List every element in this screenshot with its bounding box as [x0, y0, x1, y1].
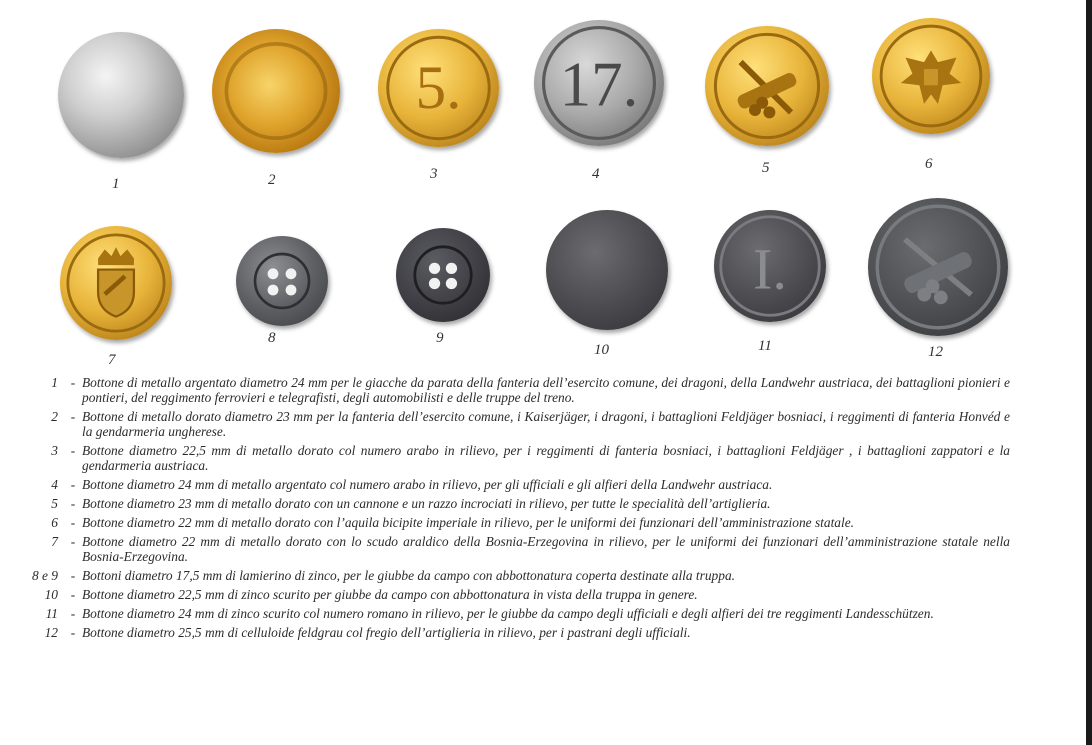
button-1-image: [58, 32, 184, 158]
legend-row: 1 - Bottone di metallo argentato diametro 24 mm per le giacche da parata della fanteria dell’esercito comune, dei dragoni, della Landwehr austriaca, dei battaglioni pionieri e pontieri, del reggimento ferrovieri e telegrafisti, degli automobilisti e delle truppe del treno.: [12, 375, 1010, 405]
label-12: 12: [928, 344, 943, 360]
legend-row: 7 - Bottone diametro 22 mm di metallo dorato con lo scudo araldico della Bosnia-Erzegovina in rilievo, per le uniformi dei funzionari dell’amministrazione statale nella Bosnia-Erzegovina.: [12, 534, 1010, 564]
label-11: 11: [758, 338, 772, 354]
artillery-insignia-icon: [868, 198, 1008, 336]
bosnia-coat-of-arms-icon: [60, 226, 172, 340]
legend-text: Bottone di metallo argentato diametro 24 mm per le giacche da parata della fanteria dell’esercito comune, dei dragoni, della Landwehr austriaca, dei battaglioni pionieri e pontieri, del reggimento ferrovieri e telegrafisti, degli automobilisti e delle truppe del treno.: [82, 375, 1010, 405]
legend-number: 1: [51, 375, 58, 390]
button-6-image: [872, 18, 990, 134]
button-2-image: [212, 29, 340, 153]
label-10: 10: [594, 342, 609, 358]
legend-number: 5: [51, 496, 58, 511]
legend-row: 3 - Bottone diametro 22,5 mm di metallo dorato col numero arabo in rilievo, per i reggimenti di fanteria bosniaci, i battaglioni Feldjäger , i battaglioni zappatori e la gendarmeria austriaca.: [12, 443, 1010, 473]
button-9-image: [396, 228, 490, 322]
label-1: 1: [112, 176, 120, 192]
button-4-image: [534, 20, 664, 146]
legend-number: 3: [51, 443, 58, 458]
legend-text: Bottone diametro 23 mm di metallo dorato con un cannone e un razzo incrociati in rilievo, per tutte le specialità dell’artiglieria.: [82, 496, 771, 511]
legend-number: 12: [44, 625, 58, 640]
legend-text: Bottone diametro 22,5 mm di metallo dorato col numero arabo in rilievo, per i reggimenti di fanteria bosniaci, i battaglioni Feldjäger , i battaglioni zappatori e la gendarmeria austriaca.: [82, 443, 1010, 473]
label-4: 4: [592, 166, 600, 182]
button-5-image: [705, 26, 829, 146]
button-11-image: [714, 210, 826, 322]
legend-number: 6: [51, 515, 58, 530]
legend-row: 10 - Bottone diametro 22,5 mm di zinco scurito per giubbe da campo con abbottonatura in vista della truppa in genere.: [12, 587, 1010, 602]
legend-number: 10: [44, 587, 58, 602]
crossed-cannon-rocket-icon: [705, 26, 829, 146]
legend-number: 4: [51, 477, 58, 492]
legend-row: 4 - Bottone diametro 24 mm di metallo argentato col numero arabo in rilievo, per gli ufficiali e gli alfieri della Landwehr austriaca.: [12, 477, 1010, 492]
legend-number: 11: [45, 606, 58, 621]
legend-number: 8 e 9: [31, 568, 58, 583]
legend-row: 6 - Bottone diametro 22 mm di metallo dorato con l’aquila bicipite imperiale in rilievo, per le uniformi dei funzionari dell’amministrazione statale.: [12, 515, 1010, 530]
button-3-number: 5.: [415, 54, 462, 123]
legend-text: Bottone di metallo dorato diametro 23 mm per la fanteria dell’esercito comune, i Kaiserjäger, i dragoni, i battaglioni Feldjäger bosniaci, i reggimenti di fanteria Honvéd e la gendarmeria ungherese.: [82, 409, 1010, 439]
right-edge-bar: [1086, 0, 1092, 745]
legend-row: 12 - Bottone diametro 25,5 mm di celluloide feldgrau col fregio dell’artiglieria in rilievo, per i pastrani degli ufficiali.: [12, 625, 1010, 640]
label-6: 6: [925, 156, 933, 172]
button-descriptions: [12, 375, 1010, 644]
legend-text: Bottoni diametro 17,5 mm di lamierino di zinco, per le giubbe da campo con abbottonatura coperta destinate alla truppa.: [82, 568, 735, 583]
button-7-image: [60, 226, 172, 340]
legend-row: 8 e 9 - Bottoni diametro 17,5 mm di lamierino di zinco, per le giubbe da campo con abbottonatura coperta destinate alla truppa.: [12, 568, 1010, 583]
legend-text: Bottone diametro 25,5 mm di celluloide feldgrau col fregio dell’artiglieria in rilievo, per i pastrani degli ufficiali.: [82, 625, 691, 640]
label-3: 3: [430, 166, 438, 182]
button-10-image: [546, 210, 668, 330]
label-5: 5: [762, 160, 770, 176]
button-12-image: [868, 198, 1008, 336]
button-3-image: [378, 29, 499, 147]
legend-text: Bottone diametro 22 mm di metallo dorato con l’aquila bicipite imperiale in rilievo, per le uniformi dei funzionari dell’amministrazione statale.: [82, 515, 854, 530]
legend-row: 2 - Bottone di metallo dorato diametro 23 mm per la fanteria dell’esercito comune, i Kaiserjäger, i dragoni, i battaglioni Feldjäger bosniaci, i reggimenti di fanteria Honvéd e la gendarmeria ungherese.: [12, 409, 1010, 439]
legend-row: 5 - Bottone diametro 23 mm di metallo dorato con un cannone e un razzo incrociati in rilievo, per tutte le specialità dell’artiglieria.: [12, 496, 1010, 511]
button-4-number: 17.: [559, 49, 639, 120]
legend-text: Bottone diametro 22 mm di metallo dorato con lo scudo araldico della Bosnia-Erzegovina in rilievo, per le uniformi dei funzionari dell’amministrazione statale nella Bosnia-Erzegovina.: [82, 534, 1010, 564]
legend-text: Bottone diametro 22,5 mm di zinco scurito per giubbe da campo con abbottonatura in vista della truppa in genere.: [82, 587, 698, 602]
label-7: 7: [108, 352, 116, 368]
label-2: 2: [268, 172, 276, 188]
label-8: 8: [268, 330, 276, 346]
legend-text: Bottone diametro 24 mm di metallo argentato col numero arabo in rilievo, per gli ufficiali e gli alfieri della Landwehr austriaca.: [82, 477, 773, 492]
double-headed-eagle-icon: [872, 18, 990, 134]
legend-text: Bottone diametro 24 mm di zinco scurito col numero romano in rilievo, per le giubbe da campo degli ufficiali e degli alfieri dei tre reggimenti Landesschützen.: [82, 606, 934, 621]
legend-row: 11 - Bottone diametro 24 mm di zinco scurito col numero romano in rilievo, per le giubbe da campo degli ufficiali e degli alfieri dei tre reggimenti Landesschützen.: [12, 606, 1010, 621]
button-8-image: [236, 236, 328, 326]
legend-number: 2: [51, 409, 58, 424]
legend-number: 7: [51, 534, 58, 549]
label-9: 9: [436, 330, 444, 346]
button-11-numeral: I.: [753, 236, 787, 302]
